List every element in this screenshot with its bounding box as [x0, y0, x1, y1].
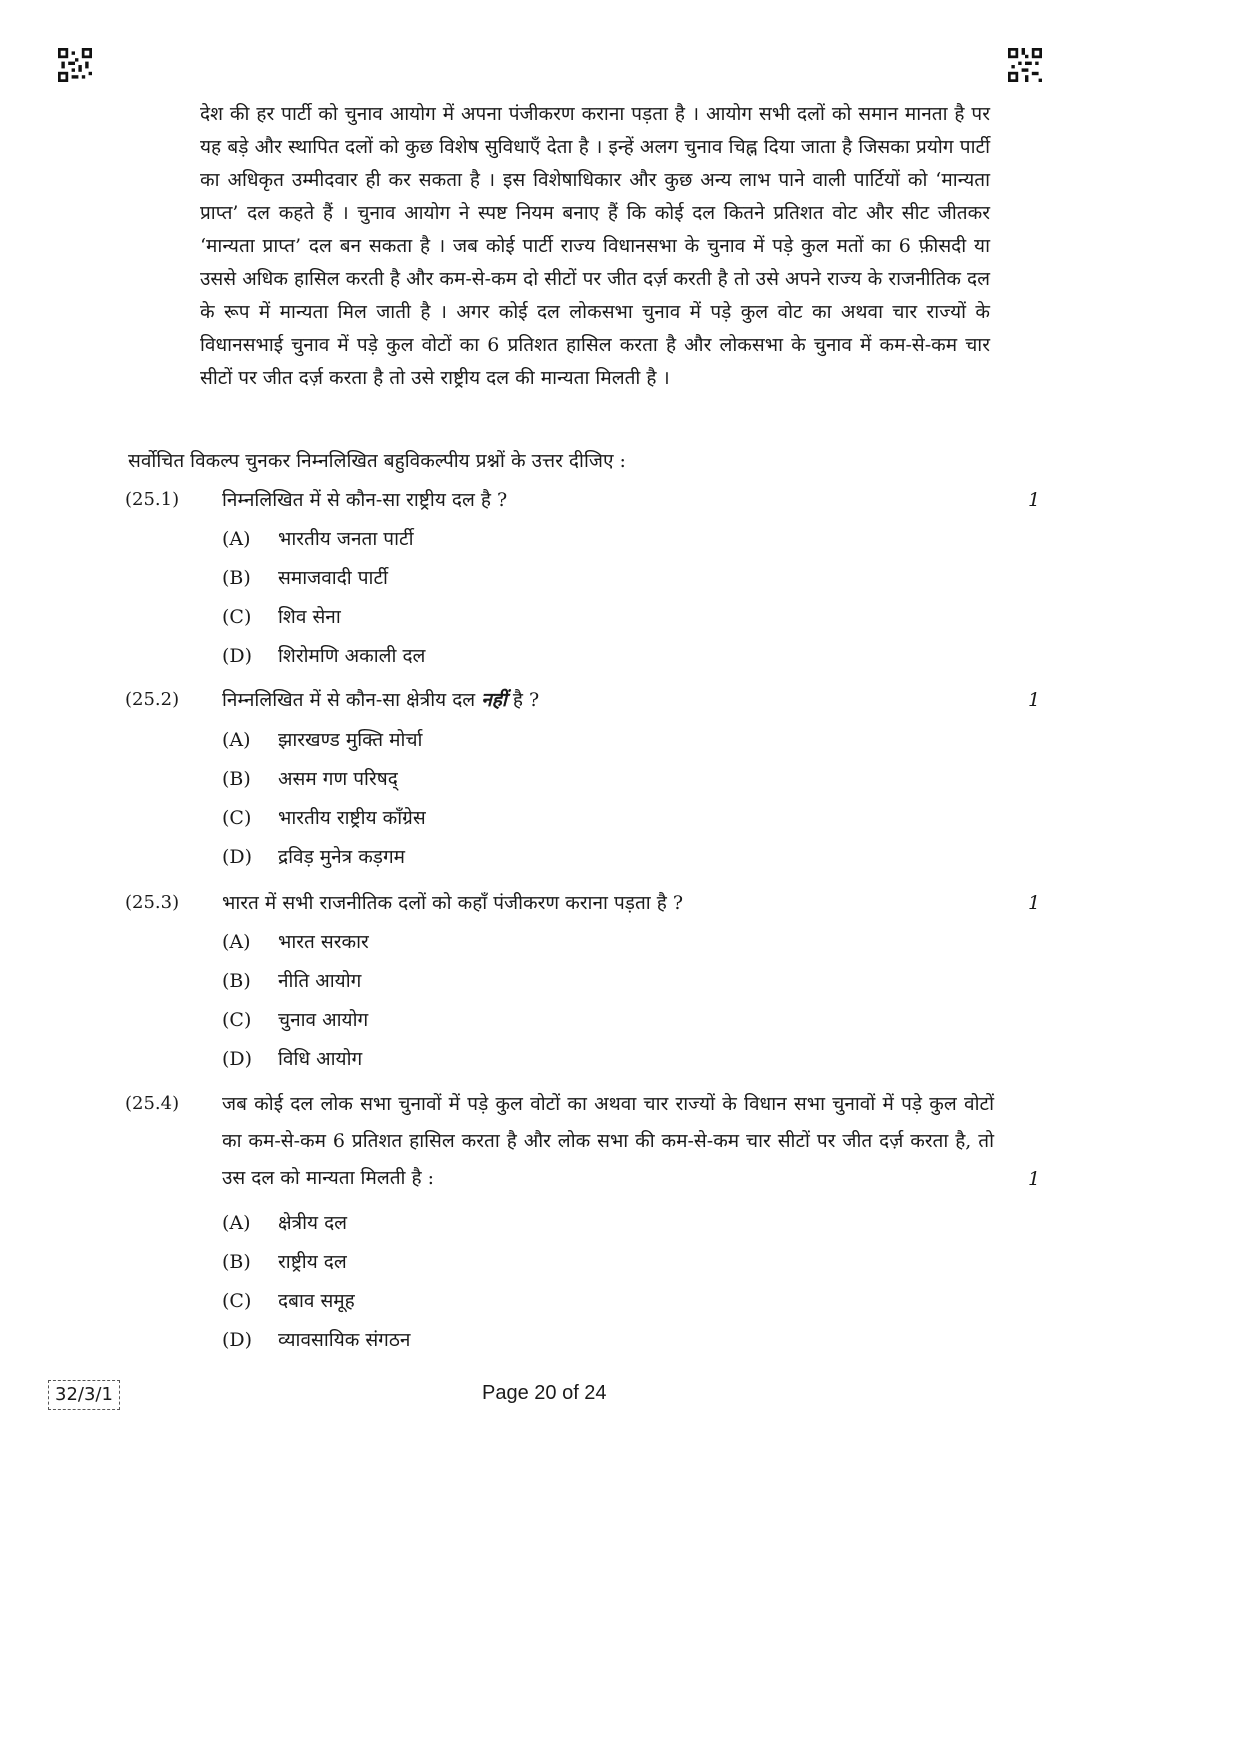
- option-d: [222, 1326, 410, 1354]
- question-text: [222, 686, 994, 714]
- option-letter: (D): [222, 846, 253, 868]
- option-text: भारतीय जनता पार्टी: [278, 528, 414, 550]
- option-letter: (A): [222, 528, 251, 550]
- option-b: [222, 1248, 347, 1276]
- option-letter: (B): [222, 768, 251, 790]
- option-c: [222, 603, 341, 631]
- option-a: [222, 726, 422, 754]
- option-text: चुनाव आयोग: [278, 1009, 369, 1031]
- option-letter: (C): [222, 1290, 252, 1312]
- option-a: [222, 928, 369, 956]
- question-marks: 1: [1028, 892, 1041, 914]
- option-text: असम गण परिषद्: [278, 768, 398, 790]
- option-b: [222, 765, 398, 793]
- qr-code-icon: [58, 48, 92, 82]
- option-text: झारखण्ड मुक्ति मोर्चा: [278, 729, 423, 751]
- option-letter: (A): [222, 1212, 251, 1234]
- question-marks: 1: [1028, 489, 1041, 511]
- option-text: भारतीय राष्ट्रीय कॉंग्रेस: [278, 807, 426, 829]
- question-marks: 1: [1028, 1168, 1041, 1190]
- option-text: व्यावसायिक संगठन: [278, 1329, 411, 1351]
- option-d: [222, 642, 425, 670]
- option-letter: (B): [222, 1251, 251, 1273]
- option-b: [222, 564, 388, 592]
- option-text: दबाव समूह: [278, 1290, 355, 1312]
- option-a: [222, 525, 414, 553]
- option-letter: (C): [222, 1009, 252, 1031]
- option-text: क्षेत्रीय दल: [278, 1212, 348, 1234]
- option-c: [222, 1006, 368, 1034]
- option-c: [222, 1287, 355, 1315]
- question-text: भारत में सभी राजनीतिक दलों को कहाँ पंजीकरण कराना पड़ता है ?: [222, 892, 684, 914]
- question-marks: 1: [1028, 689, 1041, 711]
- emphasis-word: नहीं: [481, 689, 507, 711]
- option-letter: (D): [222, 645, 253, 667]
- option-letter: (A): [222, 729, 251, 751]
- question-text: जब कोई दल लोक सभा चुनावों में पड़े कुल वोटों का अथवा चार राज्यों के विधान सभा चुनावों में पड़े कुल वोटों का कम-से-कम 6 प्रतिशत हासिल करता है और लोक सभा की कम-से-कम चार सीटों पर जीत दर्ज़ करता है, तो उस दल को मान्यता मिलती है :: [222, 1093, 994, 1189]
- question-number: (25.1): [125, 489, 180, 510]
- source-passage: देश की हर पार्टी को चुनाव आयोग में अपना पंजीकरण कराना पड़ता है । आयोग सभी दलों को समान मानता है पर यह बड़े और स्थापित दलों को कुछ विशेष सुविधाएँ देता है । इन्हें अलग चुनाव चिह्न दिया जाता है जिसका प्रयोग पार्टी का अधिकृत उम्मीदवार ही कर सकता है । इस विशेषाधिकार और कुछ अन्य लाभ पाने वाली पार्टियों को ‘मान्यता प्राप्त’ दल कहते हैं । चुनाव आयोग ने स्पष्ट नियम बनाए हैं कि कोई दल कितने प्रतिशत वोट और सीट जीतकर ‘मान्यता प्राप्त’ दल बन सकता है । जब कोई पार्टी राज्य विधानसभा के चुनाव में पड़े कुल मतों का 6 फ़ीसदी या उससे अधिक हासिल करती है और कम-से-कम दो सीटों पर जीत दर्ज़ करती है तो उसे अपने राज्य के राजनीतिक दल के रूप में मान्यता मिल जाती है । अगर कोई दल लोकसभा चुनाव में पड़े कुल वोट का अथवा चार राज्यों के विधानसभाई चुनाव में पड़े कुल वोटों का 6 प्रतिशत हासिल करता है और लोकसभा के चुनाव में कम-से-कम चार सीटों पर जीत दर्ज़ करता है तो उसे राष्ट्रीय दल की मान्यता मिलती है ।: [200, 103, 990, 389]
- option-letter: (B): [222, 567, 251, 589]
- option-text: शिव सेना: [278, 606, 341, 628]
- instruction: सर्वोचित विकल्प चुनकर निम्नलिखित बहुविकल्पीय प्रश्नों के उत्तर दीजिए :: [128, 450, 626, 472]
- question-text: निम्नलिखित में से कौन-सा राष्ट्रीय दल है ?: [222, 489, 508, 511]
- question-number: (25.4): [125, 1093, 180, 1114]
- option-letter: (D): [222, 1329, 253, 1351]
- option-d: [222, 1045, 362, 1073]
- option-c: [222, 804, 426, 832]
- option-letter: (C): [222, 606, 252, 628]
- option-a: [222, 1209, 347, 1237]
- question-text-end: है ?: [506, 689, 540, 711]
- option-b: [222, 967, 361, 995]
- option-text: द्रविड़ मुनेत्र कड़गम: [278, 846, 406, 868]
- option-text: विधि आयोग: [278, 1048, 363, 1070]
- option-text: राष्ट्रीय दल: [278, 1251, 347, 1273]
- question-number: (25.2): [125, 689, 180, 710]
- option-letter: (A): [222, 931, 251, 953]
- option-text: नीति आयोग: [278, 970, 362, 992]
- option-text: भारत सरकार: [278, 931, 369, 953]
- question-text-start: निम्नलिखित में से कौन-सा क्षेत्रीय दल: [222, 689, 482, 711]
- option-letter: (C): [222, 807, 252, 829]
- page-number: Page 20 of 24: [482, 1382, 607, 1404]
- qr-code-icon: [1008, 48, 1042, 82]
- option-letter: (D): [222, 1048, 253, 1070]
- option-text: शिरोमणि अकाली दल: [278, 645, 426, 667]
- question-number: (25.3): [125, 892, 180, 913]
- option-d: [222, 843, 405, 871]
- paper-code: 32/3/1: [48, 1380, 120, 1410]
- option-text: समाजवादी पार्टी: [278, 567, 388, 589]
- option-letter: (B): [222, 970, 251, 992]
